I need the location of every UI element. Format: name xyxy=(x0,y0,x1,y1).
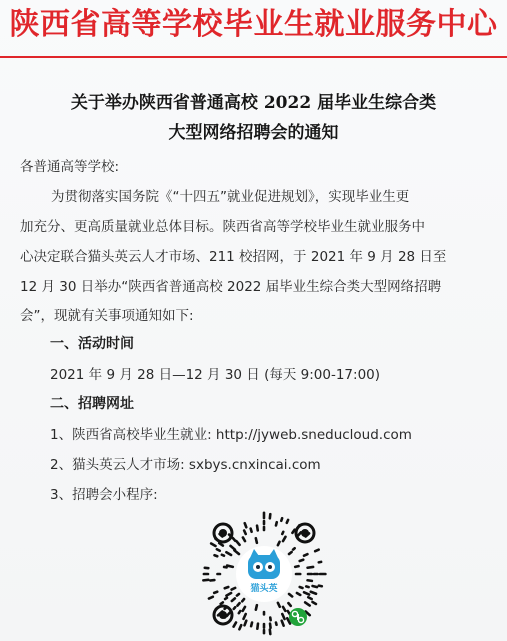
letterhead-rule xyxy=(0,56,507,58)
section-heading-time: 一、活动时间 xyxy=(50,336,134,352)
logo-label: 猫头英 xyxy=(250,584,278,594)
body-line: 心决定联合猫头英云人才市场、211 校招网，于 2021 年 9 月 28 日至 xyxy=(20,249,447,265)
body-line: 12 月 30 日举办“陕西省普通高校 2022 届毕业生综合类大型网络招聘 xyxy=(20,279,442,295)
notice-title-line1: 关于举办陕西省普通高校 2022 届毕业生综合类 xyxy=(70,93,437,113)
body-line: 会”，现就有关事项通知如下: xyxy=(20,308,194,324)
salutation: 各普通高等学校: xyxy=(20,159,120,175)
mini-program-code[interactable] xyxy=(201,511,327,637)
url-item[interactable]: 2、猫头英云人才市场: sxbys.cnxincai.com xyxy=(50,457,321,473)
url-item[interactable]: 1、陕西省高校毕业生就业: http://jyweb.sneducloud.com xyxy=(50,427,412,443)
mini-program-badge-icon xyxy=(289,608,307,626)
body-line: 为贯彻落实国务院《“十四五”就业促进规划》，实现毕业生更 xyxy=(51,189,410,205)
notice-title-line2: 大型网络招聘会的通知 xyxy=(168,123,339,143)
mini-program-code-svg xyxy=(201,511,327,637)
event-time: 2021 年 9 月 28 日—12 月 30 日 (每天 9:00-17:00) xyxy=(50,367,381,383)
mini-program-label: 3、招聘会小程序: xyxy=(50,487,158,503)
section-heading-urls: 二、招聘网址 xyxy=(50,396,134,412)
body-line: 加充分、更高质量就业总体目标。陕西省高等学校毕业生就业服务中 xyxy=(20,219,425,235)
letterhead-title: 陕西省高等学校毕业生就业服务中心 xyxy=(9,7,498,42)
